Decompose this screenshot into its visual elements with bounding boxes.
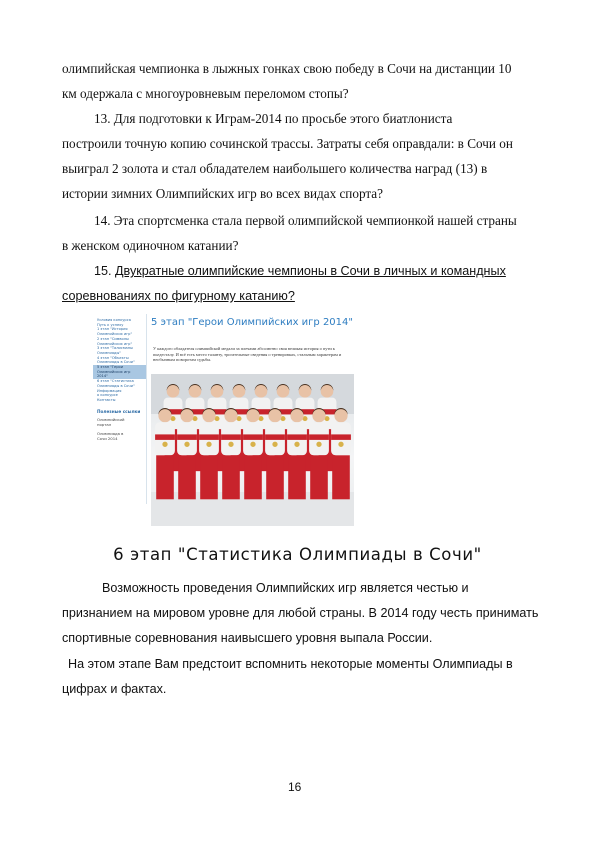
sidebar-item-active[interactable]: 2014" bbox=[93, 374, 146, 379]
question-13-line: 13. Для подготовки к Играм-2014 по просьбе этого биатлониста bbox=[94, 111, 453, 126]
sidebar-item[interactable]: 1 этап "История bbox=[97, 327, 128, 332]
question-13-line: истории зимних Олимпийских игр во всех видах спорта? bbox=[62, 186, 384, 201]
question-14-line: 14. Эта спортсменка стала первой олимпийской чемпионкой нашей страны bbox=[94, 213, 517, 228]
sidebar-link[interactable]: Сочи 2014 bbox=[97, 435, 118, 441]
section-6-line: признанием на мировом уровне для любой страны. В 2014 году честь принимать bbox=[62, 606, 539, 620]
team-photo-illustration bbox=[151, 374, 354, 526]
screenshot-title: 5 этап "Герои Олимпийских игр 2014" bbox=[151, 317, 353, 328]
sidebar-link[interactable]: портал bbox=[97, 421, 112, 427]
section-6-title: 6 этап "Статистика Олимпиады в Сочи" bbox=[113, 545, 482, 564]
paragraph-line: км одержала с многоуровневым переломом стопы? bbox=[62, 86, 349, 101]
screenshot-intro: У каждого обладателя олимпийской медали за плечами абсолютно своя великая история о пути к пьедесталу. И всё есть место таланту, трогательные сведения о тренировках, стальным характерам и необычным поворотам судьбы. bbox=[153, 346, 342, 363]
sidebar-item[interactable]: Путь к успеху bbox=[97, 322, 124, 327]
question-15-text: соревнованиях по фигурному катанию? bbox=[62, 289, 295, 303]
sidebar-item[interactable]: Олимпиады" bbox=[97, 350, 122, 355]
section-6-line: Возможность проведения Олимпийских игр является честью и bbox=[102, 581, 469, 595]
sidebar-item-active[interactable]: 5 этап "Герои bbox=[93, 365, 146, 370]
sidebar-item[interactable]: Олимпийских игр" bbox=[97, 341, 133, 346]
section-6-line: цифрах и фактах. bbox=[62, 682, 167, 696]
team-photo bbox=[151, 374, 354, 526]
sidebar-item[interactable]: 4 этап "Объекты bbox=[97, 355, 129, 360]
section-6-line: спортивные соревнования наивысшего уровня выпала России. bbox=[62, 631, 433, 645]
sidebar-item[interactable]: 3 этап "Талисманы bbox=[97, 346, 133, 351]
question-15-line bbox=[62, 259, 552, 284]
sidebar-item[interactable]: Олимпиады в Сочи" bbox=[97, 360, 135, 365]
sidebar-links bbox=[93, 417, 146, 441]
question-15-number: 15. bbox=[94, 264, 112, 278]
question-13-line: выиграл 2 золота и стал обладателем наибольшего количества наград (13) в bbox=[62, 161, 488, 176]
sidebar-item[interactable]: о конкурсе bbox=[97, 393, 118, 398]
sidebar-item[interactable]: Олимпийских игр" bbox=[97, 332, 133, 337]
sidebar-item[interactable]: 6 этап "Статистика bbox=[97, 379, 134, 384]
question-14-line: в женском одиночном катании? bbox=[62, 238, 239, 253]
sidebar-item-active[interactable]: Олимпийских игр bbox=[93, 370, 146, 375]
embedded-screenshot bbox=[93, 314, 355, 529]
sidebar-item[interactable]: 2 этап "Символы bbox=[97, 336, 129, 341]
sidebar-heading: Полезные ссылки bbox=[97, 408, 141, 414]
question-15-line bbox=[62, 284, 552, 309]
sidebar-link[interactable]: Олимпиада в bbox=[97, 430, 124, 436]
sidebar-item[interactable]: Олимпиады в Сочи" bbox=[97, 383, 135, 388]
sidebar-item[interactable]: Информация bbox=[97, 388, 122, 393]
page-number: 16 bbox=[288, 780, 302, 794]
sidebar-item[interactable]: Контакты bbox=[97, 397, 116, 402]
paragraph-line: олимпийская чемпионка в лыжных гонках свою победу в Сочи на дистанции 10 bbox=[62, 61, 512, 76]
section-6-line: На этом этапе Вам предстоит вспомнить некоторые моменты Олимпиады в bbox=[68, 657, 513, 671]
screenshot-sidebar bbox=[93, 314, 147, 504]
question-13-line: построили точную копию сочинской трассы. Затраты себя оправдали: в Сочи он bbox=[62, 136, 513, 151]
sidebar-item[interactable]: Условия конкурса bbox=[97, 318, 131, 322]
question-15-text: Двукратные олимпийские чемпионы в Сочи в личных и командных bbox=[115, 264, 506, 278]
sidebar-link[interactable]: Олимпийский bbox=[97, 416, 125, 422]
